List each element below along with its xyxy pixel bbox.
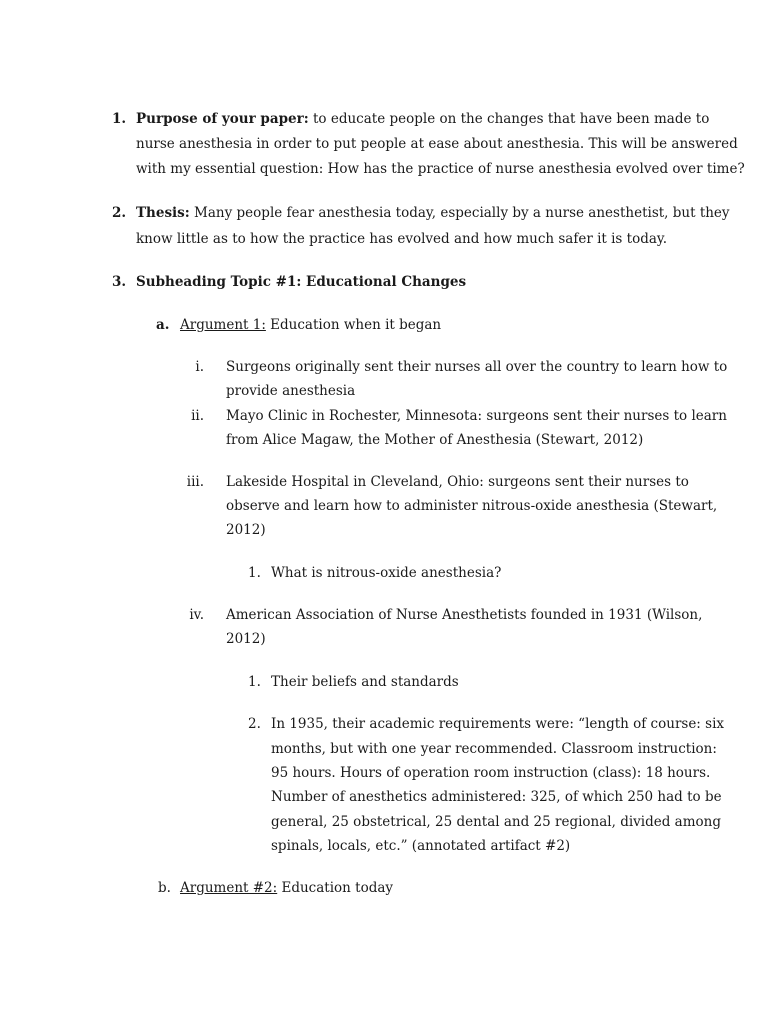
argument-b-letter: b.: [158, 880, 171, 896]
item-2-text: Many people fear anesthesia today, especially by a nurse anesthetist, but they: [189, 205, 730, 221]
roman-i-number: i.: [195, 359, 204, 375]
argument-b-label: Argument #2:: [180, 880, 278, 896]
argument-a-label: Argument 1:: [180, 317, 266, 333]
item-2-line-2: know little as to how the practice has evolved and how much safer it is today.: [136, 231, 668, 247]
item-1-number: 1.: [112, 111, 127, 127]
roman-i-line-1: Surgeons originally sent their nurses all over the country to learn how to: [226, 359, 728, 375]
roman-iv-sub-2-line-5: general, 25 obstetrical, 25 dental and 25 regional, divided among: [271, 814, 721, 830]
argument-b-text: Education today: [277, 880, 394, 896]
item-1-label: Purpose of your paper: [136, 111, 304, 127]
item-1-colon: :: [303, 111, 309, 127]
item-3-number: 3.: [112, 274, 127, 290]
item-2-colon: :: [184, 205, 190, 221]
argument-b-line: [180, 879, 393, 897]
subheading-topic-1: Subheading Topic #1: Educational Changes: [136, 274, 467, 290]
argument-a-text: Education when it began: [265, 317, 442, 333]
roman-iv-line-1: American Association of Nurse Anesthetists founded in 1931 (Wilson,: [226, 607, 703, 623]
roman-iv-sub-2-line-1: In 1935, their academic requirements were: “length of course: six: [271, 716, 725, 732]
roman-iii-sub-1-number: 1.: [248, 565, 261, 581]
roman-ii-number: ii.: [191, 408, 204, 424]
roman-iv-line-2: 2012): [226, 631, 266, 647]
roman-iv-sub-2-line-2: months, but with one year recommended. Classroom instruction:: [271, 741, 717, 757]
roman-i-line-2: provide anesthesia: [226, 383, 356, 399]
roman-iv-sub-2-number: 2.: [248, 716, 261, 732]
roman-iii-line-1: Lakeside Hospital in Cleveland, Ohio: surgeons sent their nurses to: [226, 474, 689, 490]
roman-iv-sub-2-line-4: Number of anesthetics administered: 325, of which 250 had to be: [271, 789, 722, 805]
roman-iii-sub-1-text: What is nitrous-oxide anesthesia?: [271, 565, 502, 581]
roman-iv-sub-1-text: Their beliefs and standards: [271, 674, 459, 690]
roman-iii-line-2: observe and learn how to administer nitrous-oxide anesthesia (Stewart,: [226, 498, 718, 514]
item-1-line-2: nurse anesthesia in order to put people at ease about anesthesia. This will be answered: [136, 136, 738, 152]
item-2-line-1: [136, 204, 730, 222]
argument-a-line: [180, 316, 441, 334]
roman-ii-line-1: Mayo Clinic in Rochester, Minnesota: surgeons sent their nurses to learn: [226, 408, 727, 424]
roman-iv-number: iv.: [189, 607, 204, 623]
item-1-line-3: with my essential question: How has the practice of nurse anesthesia evolved over time?: [136, 161, 745, 177]
item-2-number: 2.: [112, 205, 127, 221]
item-2-label: Thesis: [136, 205, 185, 221]
item-1-text: to educate people on the changes that have been made to: [308, 111, 710, 127]
roman-ii-line-2: from Alice Magaw, the Mother of Anesthesia (Stewart, 2012): [226, 432, 644, 448]
item-1-line-1: [136, 110, 709, 128]
roman-iii-number: iii.: [186, 474, 204, 490]
argument-a-letter: a.: [156, 317, 170, 333]
roman-iv-sub-2-line-3: 95 hours. Hours of operation room instruction (class): 18 hours.: [271, 765, 711, 781]
roman-iv-sub-2-line-6: spinals, locals, etc.” (annotated artifact #2): [271, 838, 571, 854]
roman-iii-line-3: 2012): [226, 522, 266, 538]
roman-iv-sub-1-number: 1.: [248, 674, 261, 690]
